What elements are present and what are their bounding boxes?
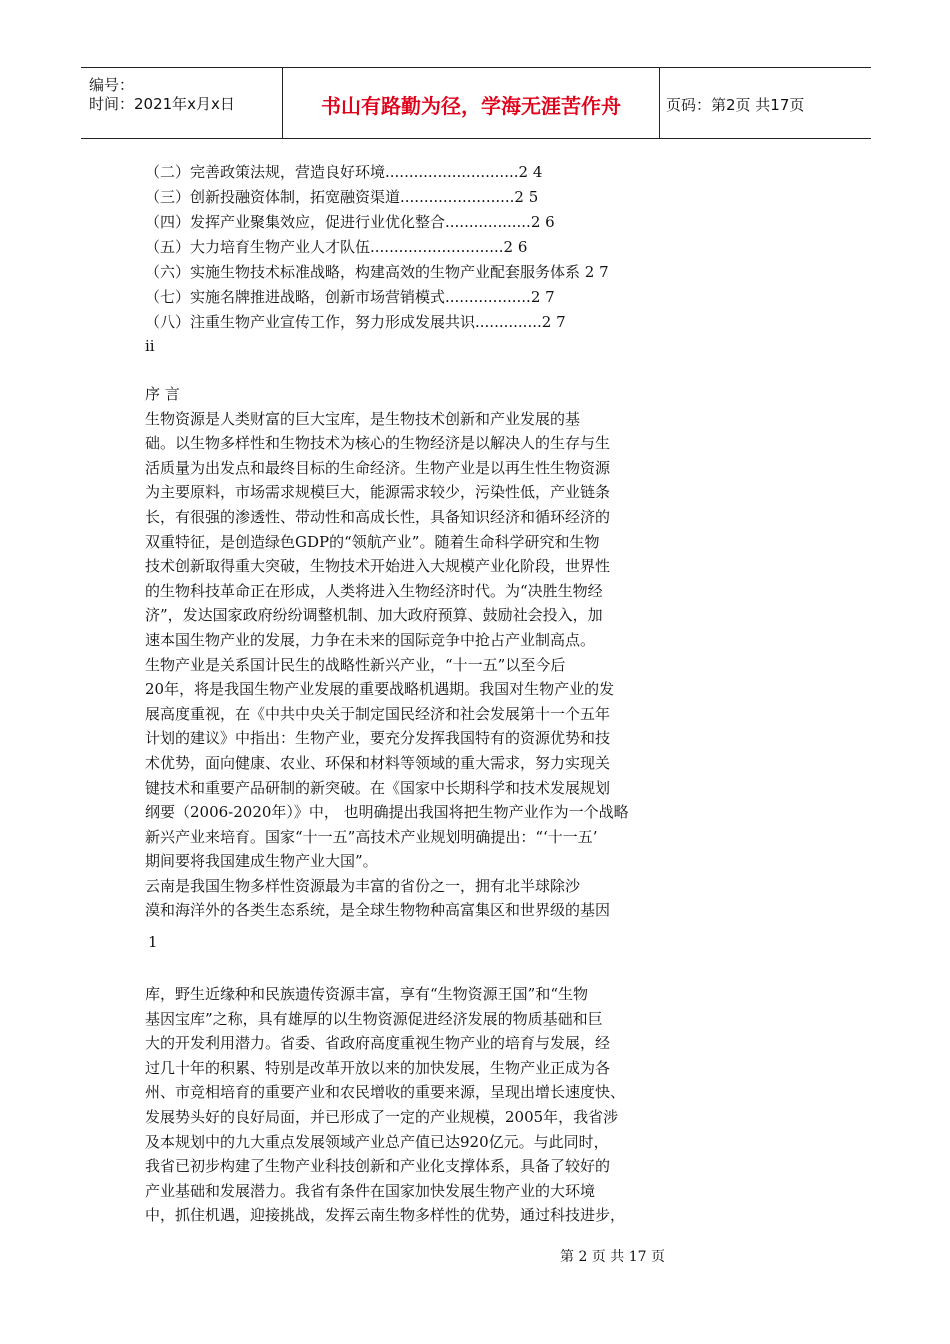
doc-date-label: 时间：2021年x月x日 xyxy=(89,95,235,113)
preface-body xyxy=(145,382,685,923)
body-line: 我省已初步构建了生物产业科技创新和产业化支撑体系，具备了较好的 xyxy=(145,1157,611,1176)
body-line: 术优势，面向健康、农业、环保和材料等领域的重大需求，努力实现关 xyxy=(145,753,611,772)
body-line: 双重特征，是创造绿色GDP的“领航产业”。随着生命科学研究和生物 xyxy=(145,532,600,551)
body-line: 速本国生物产业的发展，力争在未来的国际竞争中抢占产业制高点。 xyxy=(145,630,596,649)
body-line: 为主要原料，市场需求规模巨大，能源需求较少，污染性低，产业链条 xyxy=(145,483,611,502)
toc-item: （七）实施名牌推进战略，创新市场营销模式..................2 7 xyxy=(145,288,555,306)
toc-item: （八）注重生物产业宣传工作，努力形成发展共识..............2 7 xyxy=(145,313,566,331)
body-line: 展高度重视，在《中共中央关于制定国民经济和社会发展第十一个五年 xyxy=(145,704,611,723)
body-line: 州、市竞相培育的重要产业和农民增收的重要来源，呈现出增长速度快、 xyxy=(145,1083,626,1102)
body-line: 及本规划中的九大重点发展领域产业总产值已达920亿元。与此同时， xyxy=(145,1132,609,1151)
body-line: 技术创新取得重大突破，生物技术开始进入大规模产业化阶段，世界性 xyxy=(145,557,611,576)
header-motto-cell xyxy=(283,68,660,138)
page-header xyxy=(81,67,871,139)
header-motto: 书山有路勤为径，学海无涯苦作舟 xyxy=(321,94,621,118)
body-line: 活质量为出发点和最终目标的生命经济。生物产业是以再生性生物资源 xyxy=(145,458,611,477)
body-line: 济”，发达国家政府纷纷调整机制、加大政府预算、鼓励社会投入，加 xyxy=(145,606,603,625)
header-meta-cell xyxy=(81,68,283,138)
body-line: 发展势头好的良好局面，并已形成了一定的产业规模，2005年，我省涉 xyxy=(145,1107,619,1126)
body-line: 中，抓住机遇，迎接挑战，发挥云南生物多样性的优势，通过科技进步， xyxy=(145,1206,626,1225)
body-line: 纲要（2006-2020年）》中， 也明确提出我国将把生物产业作为一个战略 xyxy=(145,803,629,822)
body-line: 计划的建议》中指出：生物产业，要充分发挥我国特有的资源优势和技 xyxy=(145,729,611,748)
body-line: 生物产业是关系国计民生的战略性新兴产业，“十一五”以至今后 xyxy=(145,655,566,674)
doc-number-label: 编号： xyxy=(89,76,135,94)
body-line: 过几十年的积累、特别是改革开放以来的加快发展，生物产业正成为各 xyxy=(145,1058,611,1077)
body-line: 期间要将我国建成生物产业大国”。 xyxy=(145,852,378,871)
page-footer: 第 2 页 共 17 页 xyxy=(560,1249,665,1265)
toc-item: （六）实施生物技术标准战略，构建高效的生物产业配套服务体系 2 7 xyxy=(145,263,609,281)
roman-page-number: ii xyxy=(145,337,155,355)
body-line: 长，有很强的渗透性、带动性和高成长性，具备知识经济和循环经济的 xyxy=(145,507,611,526)
body-line: 库，野生近缘种和民族遗传资源丰富，享有“生物资源王国”和“生物 xyxy=(145,985,589,1003)
body-line: 生物资源是人类财富的巨大宝库，是生物技术创新和产业发展的基 xyxy=(145,409,581,428)
toc-item: （四）发挥产业聚集效应，促进行业优化整合..................2 6 xyxy=(145,213,555,231)
body-line: 新兴产业来培育。国家“十一五”高技术产业规划明确提出：“‘十一五’ xyxy=(145,827,598,846)
header-page-cell xyxy=(660,68,871,138)
toc-item: （五）大力培育生物产业人才队伍............................2 6 xyxy=(145,238,528,256)
body-line: 大的开发利用潜力。省委、省政府高度重视生物产业的培育与发展，经 xyxy=(145,1034,611,1053)
preface-body-continued xyxy=(145,982,685,1228)
toc-item: （三）创新投融资体制，拓宽融资渠道........................2 5 xyxy=(145,188,539,206)
body-line: 云南是我国生物多样性资源最为丰富的省份之一，拥有北半球除沙 xyxy=(145,876,581,895)
body-line: 漠和海洋外的各类生态系统，是全球生物物种高富集区和世界级的基因 xyxy=(145,901,611,920)
body-line: 键技术和重要产品研制的新突破。在《国家中长期科学和技术发展规划 xyxy=(145,778,611,797)
table-of-contents xyxy=(145,160,705,335)
body-line: 础。以生物多样性和生物技术为核心的生物经济是以解决人的生存与生 xyxy=(145,434,611,453)
section-title: 序 言 xyxy=(145,385,180,403)
inline-page-number: 1 xyxy=(148,933,158,951)
body-line: 产业基础和发展潜力。我省有条件在国家加快发展生物产业的大环境 xyxy=(145,1181,596,1200)
header-page-info: 页码：第2页 共17页 xyxy=(666,96,805,114)
body-line: 20年，将是我国生物产业发展的重要战略机遇期。我国对生物产业的发 xyxy=(145,680,615,699)
body-line: 的生物科技革命正在形成，人类将进入生物经济时代。为“决胜生物经 xyxy=(145,581,603,600)
toc-item: （二）完善政策法规，营造良好环境............................2 4 xyxy=(145,163,543,181)
body-line: 基因宝库”之称，具有雄厚的以生物资源促进经济发展的物质基础和巨 xyxy=(145,1009,603,1028)
